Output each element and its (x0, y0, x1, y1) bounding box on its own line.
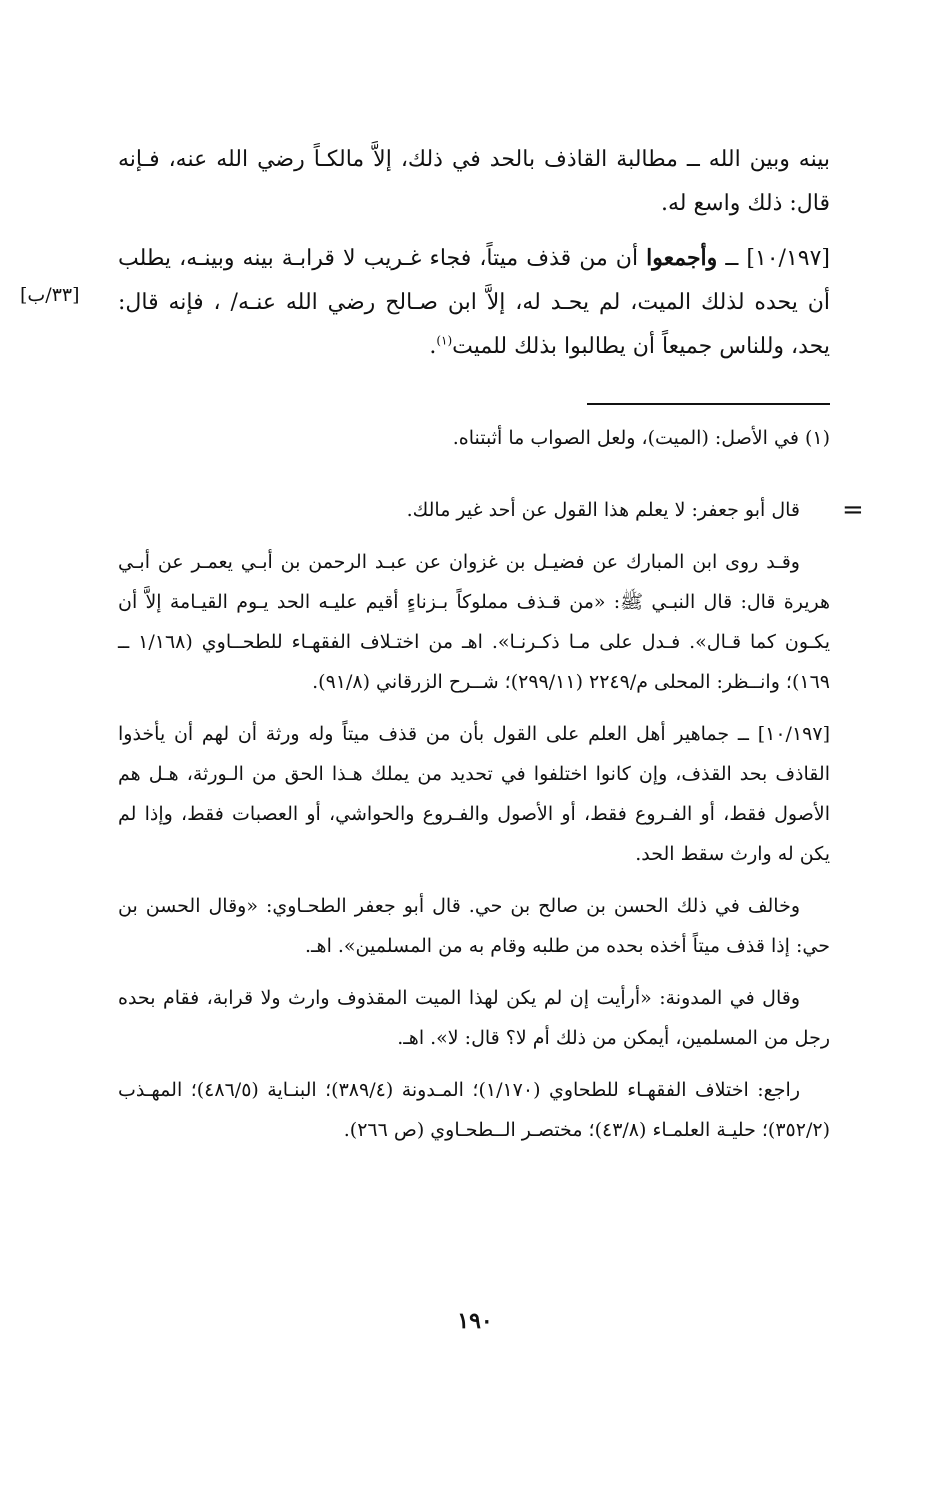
note-paragraph-4: وخالف في ذلك الحسن بن صالح بن حي. قال أبو جعفر الطحـاوي: «وقال الحسن بن حي: إذا قذف ميتاً أخذه بحده من طلبه وقام به من المسلمين». اهـ. (118, 895, 830, 957)
main-text (118, 138, 830, 379)
note-paragraph-1: قال أبو جعفر: لا يعلم هذا القول عن أحد غير مالك. (406, 499, 800, 521)
footnote: (١) في الأصل: (الميت)، ولعل الصواب ما أثبتناه. (452, 427, 830, 449)
main-paragraph-1: بينه وبين الله ــ مطالبة القاذف بالحد في ذلك، إلاَّ مالكـاً رضي الله عنه، فـإنه قال: ذلك واسع له. (118, 147, 830, 216)
main-paragraph-2 (118, 236, 830, 369)
bold-term: وأجمعوا (646, 245, 718, 271)
commentary-notes (118, 490, 830, 1162)
paragraph-reference: [١٠/١٩٧] ــ (725, 246, 831, 271)
paragraph-text: أن من قذف ميتاً، فجاء غـريب لا قرابـة بينه وبينـه، يطلب أن يحده لذلك الميت، لم يحـد له، إلاَّ ابن صـالح رضي الله عنـه/ ، فإنه قال: يحد، وللناس جميعاً أن يطالبوا بذلك للميت (118, 246, 830, 359)
note-paragraph-2: وقـد روى ابن المبارك عن فضيـل بن غزوان عن عبـد الرحمن بن أبـي يعمـر عن أبـي هريرة قال: قال النبـي ﷺ: «من قـذف مملوكاً بـزناءٍ أقيم عليـه الحد يـوم القيـامة إلاَّ أن يكـون كما قـال». فـدل على مـا ذكـرنـا». اهـ من اختـلاف الفقهـاء للطحــاوي (١/١٦٨ ــ ١٦٩)؛ وانــظر: المحلى م/٢٢٤٩ (٢٩٩/١١)؛ شــرح الزرقاني (٩١/٨). (118, 551, 830, 693)
manuscript-folio-mark: [٣٣/ب] (20, 284, 80, 306)
footnote-marker: (١) (436, 333, 453, 348)
note-paragraph-3: [١٠/١٩٧] ــ جماهير أهل العلم على القول بأن من قذف ميتاً وله ورثة أن لهم أن يأخذوا القاذف بحد القذف، وإن كانوا اختلفوا في تحديد من يملك هـذا الحق من الـورثة، هـل هم الأصول فقط، أو الفـروع فقط، أو الأصول والفـروع والحواشي، أو العصبات فقط، وإذا لم يكن له وارث سقط الحد. (118, 723, 830, 865)
page-number: ١٩٠ (457, 1308, 493, 1334)
paragraph-end: . (429, 334, 437, 359)
note-paragraph-6: راجع: اختلاف الفقهـاء للطحاوي (١/١٧٠)؛ المـدونة (٣٨٩/٤)؛ البنـاية (٤٨٦/٥)؛ المهـذب (٣٥٢/٢)؛ حليـة العلمـاء (٤٣/٨)؛ مختصـر الــطحـاوي (ص ٢٦٦). (118, 1079, 830, 1141)
footnote-separator (587, 403, 830, 405)
note-paragraph-5: وقال في المدونة: «أرأيت إن لم يكن لهذا الميت المقذوف وارث ولا قرابة، فقام بحده رجل من المسلمين، أيمكن من ذلك أم لا؟ قال: لا». اهـ. (118, 987, 830, 1049)
continuation-mark: = (842, 495, 864, 525)
